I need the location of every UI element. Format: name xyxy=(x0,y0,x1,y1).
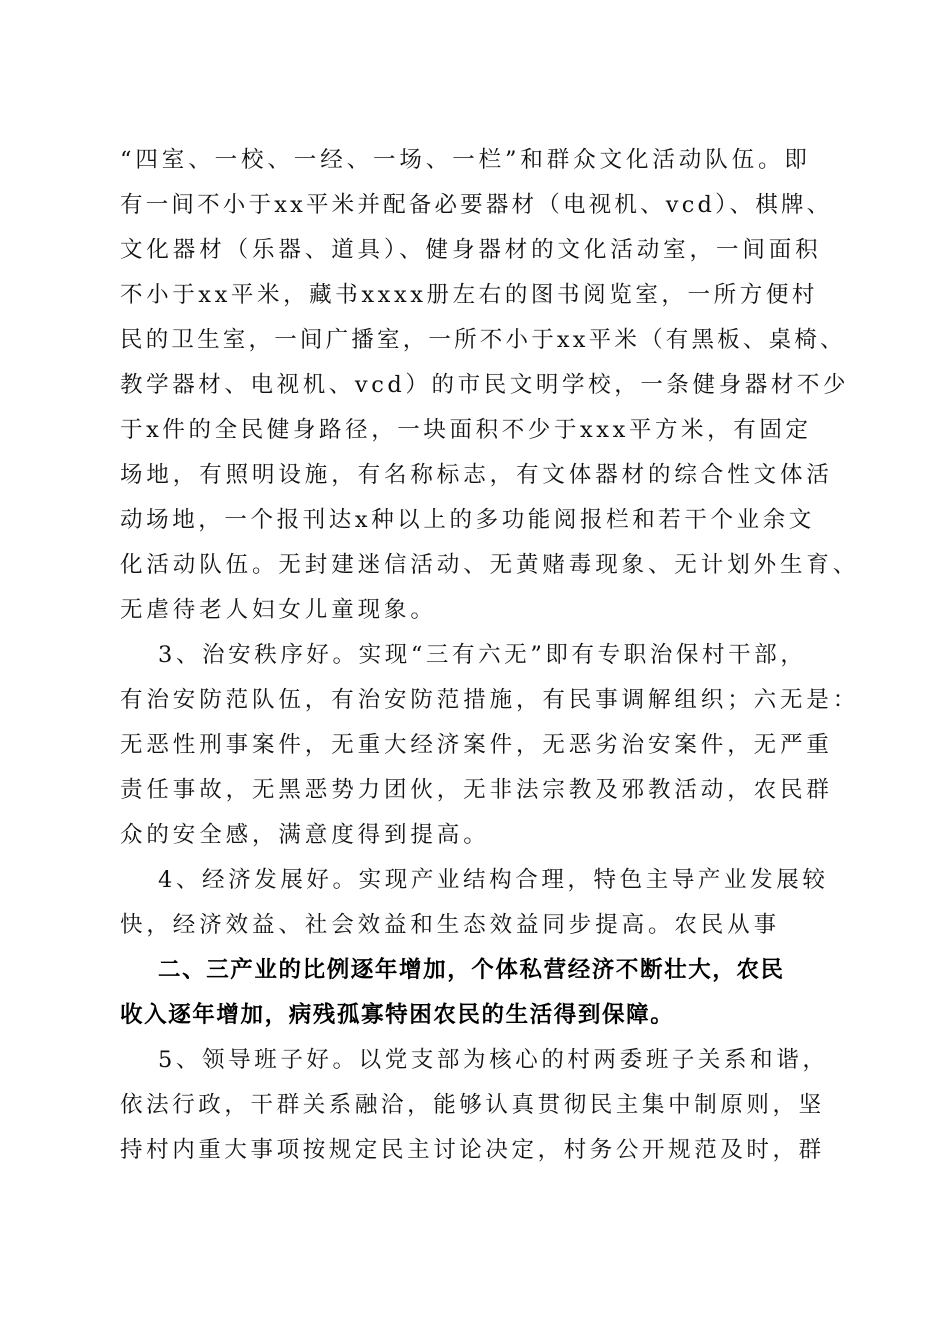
text-line: 场地，有照明设施，有名称标志，有文体器材的综合性文体活 xyxy=(120,462,833,488)
text-line: 民的卫生室，一间广播室，一所不小于xx平米（有黑板、桌椅、 xyxy=(120,327,846,353)
text-line: 化活动队伍。无封建迷信活动、无黄赌毒现象、无计划外生育、 xyxy=(120,552,860,578)
bold-heading-line: 收入逐年增加，病残孤寡特困农民的生活得到保障。 xyxy=(120,1002,675,1028)
text-line: 不小于xx平米，藏书xxxx册左右的图书阅览室，一所方便村 xyxy=(120,282,819,308)
text-line: “四室、一校、一经、一场、一栏”和群众文化活动队伍。即 xyxy=(120,147,811,173)
paragraph-first-line: 4、经济发展好。实现产业结构合理，特色主导产业发展较 xyxy=(158,867,829,893)
text-line: 无恶性刑事案件，无重大经济案件，无恶劣治安案件，无严重 xyxy=(120,732,833,758)
text-line: 无虐待老人妇女儿童现象。 xyxy=(120,597,437,623)
text-line: 众的安全感，满意度得到提高。 xyxy=(120,822,490,848)
text-line: 于x件的全民健身路径，一块面积不少于xxx平方米，有固定 xyxy=(120,417,812,443)
paragraph-first-line: 5、领导班子好。以党支部为核心的村两委班子关系和谐， xyxy=(158,1047,829,1073)
paragraph-first-line: 3、治安秩序好。实现“三有六无”即有专职治保村干部， xyxy=(158,642,807,668)
text-line: 文化器材（乐器、道具）、健身器材的文化活动室，一间面积 xyxy=(120,237,822,263)
text-line: 快，经济效益、社会效益和生态效益同步提高。农民从事 xyxy=(120,912,781,938)
text-line: 责任事故，无黑恶势力团伙，无非法宗教及邪教活动，农民群 xyxy=(120,777,833,803)
bold-heading-line: 二、三产业的比例逐年增加，个体私营经济不断壮大，农民 xyxy=(158,957,785,983)
text-line: 持村内重大事项按规定民主讨论决定，村务公开规范及时，群 xyxy=(120,1137,825,1163)
text-line: 动场地，一个报刊达x种以上的多功能阅报栏和若干个业余文 xyxy=(120,507,815,533)
text-line: 依法行政，干群关系融洽，能够认真贯彻民主集中制原则，坚 xyxy=(120,1092,825,1118)
text-line: 有一间不小于xx平米并配备必要器材（电视机、vcd）、棋牌、 xyxy=(120,192,833,218)
text-line: 教学器材、电视机、vcd）的市民文明学校，一条健身器材不少 xyxy=(120,372,850,398)
text-line: 有治安防范队伍，有治安防范措施，有民事调解组织；六无是： xyxy=(120,687,860,713)
